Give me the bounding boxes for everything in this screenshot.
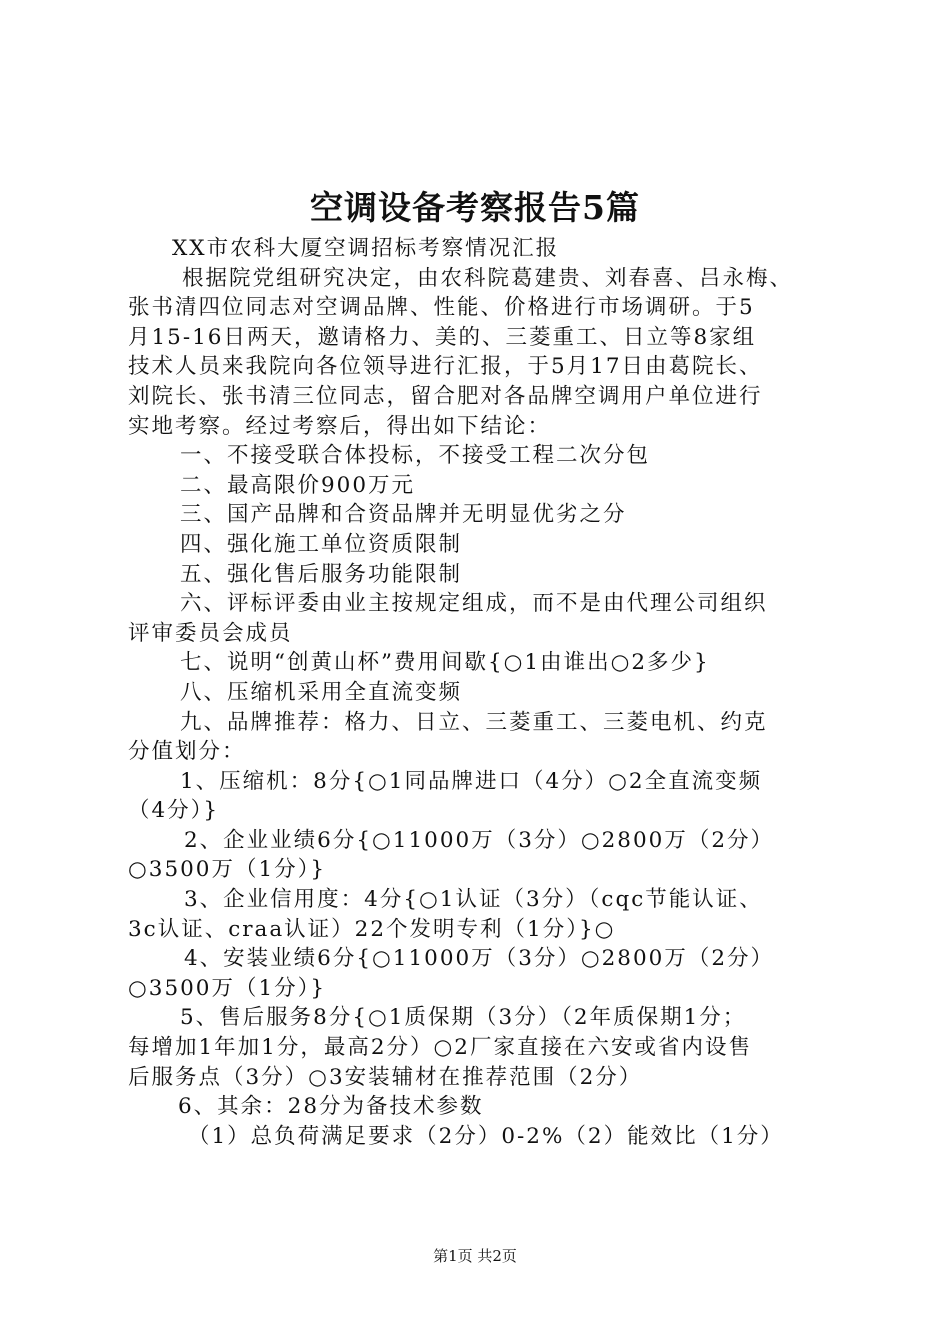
paragraph-line: 分值划分：	[128, 739, 246, 765]
paragraph-line: （4分）}	[128, 798, 220, 824]
paragraph-line: 3c认证、craa认证）22个发明专利（1分）}○	[128, 916, 616, 942]
paragraph-line: 4、安装业绩6分{○11000万（3分）○2800万（2分）	[184, 946, 775, 972]
paragraph-line: 九、品牌推荐：格力、日立、三菱重工、三菱电机、约克	[180, 709, 768, 735]
paragraph-line: 一、不接受联合体投标，不接受工程二次分包	[180, 443, 651, 469]
paragraph-line: 根据院党组研究决定，由农科院葛建贵、刘春喜、吕永梅、	[182, 265, 794, 291]
paragraph-line: 每增加1年加1分，最高2分）○2厂家直接在六安或省内设售	[128, 1035, 752, 1061]
paragraph-line: 实地考察。经过考察后，得出如下结论：	[128, 413, 552, 439]
paragraph-line: 后服务点（3分）○3安装辅材在推荐范围（2分）	[128, 1064, 643, 1090]
paragraph-line: 五、强化售后服务功能限制	[180, 561, 463, 587]
paragraph-line: 2、企业业绩6分{○11000万（3分）○2800万（2分）	[184, 827, 775, 853]
paragraph-line: （1）总负荷满足要求（2分）0-2%（2）能效比（1分）	[188, 1123, 784, 1149]
paragraph-line: ○3500万（1分）}	[128, 975, 327, 1001]
paragraph-line: 技术人员来我院向各位领导进行汇报，于5月17日由葛院长、	[128, 354, 763, 380]
paragraph-line: 月15-16日两天，邀请格力、美的、三菱重工、日立等8家组	[128, 324, 757, 350]
paragraph-line: 评审委员会成员	[128, 620, 293, 646]
paragraph-line: 张书清四位同志对空调品牌、性能、价格进行市场调研。于5	[128, 295, 755, 321]
paragraph-line: 八、压缩机采用全直流变频	[180, 679, 463, 705]
paragraph-line: 二、最高限价900万元	[180, 472, 416, 498]
paragraph-line: 三、国产品牌和合资品牌并无明显优劣之分	[180, 502, 627, 528]
paragraph-line: 七、说明“创黄山杯”费用间歇{○1由谁出○2多少}	[180, 650, 710, 676]
paragraph-line: 3、企业信用度：4分{○1认证（3分）（cqc节能认证、	[184, 887, 763, 913]
paragraph-line: 六、评标评委由业主按规定组成，而不是由代理公司组织	[180, 591, 768, 617]
document-body	[128, 234, 834, 1151]
paragraph-line: 6、其余：28分为备技术参数	[178, 1094, 484, 1120]
document-title: 空调设备考察报告5篇	[310, 188, 640, 227]
paragraph-line: XX市农科大厦空调招标考察情况汇报	[172, 236, 560, 261]
paragraph-line: 刘院长、张书清三位同志，留合肥对各品牌空调用户单位进行	[128, 383, 763, 409]
page-footer: 第1页 共2页	[433, 1247, 517, 1265]
paragraph-line: 四、强化施工单位资质限制	[180, 531, 463, 557]
paragraph-line: 5、售后服务8分{○1质保期（3分）（2年质保期1分；	[180, 1005, 747, 1031]
paragraph-line: ○3500万（1分）}	[128, 857, 327, 883]
paragraph-line: 1、压缩机：8分{○1同品牌进口（4分）○2全直流变频	[180, 768, 763, 794]
